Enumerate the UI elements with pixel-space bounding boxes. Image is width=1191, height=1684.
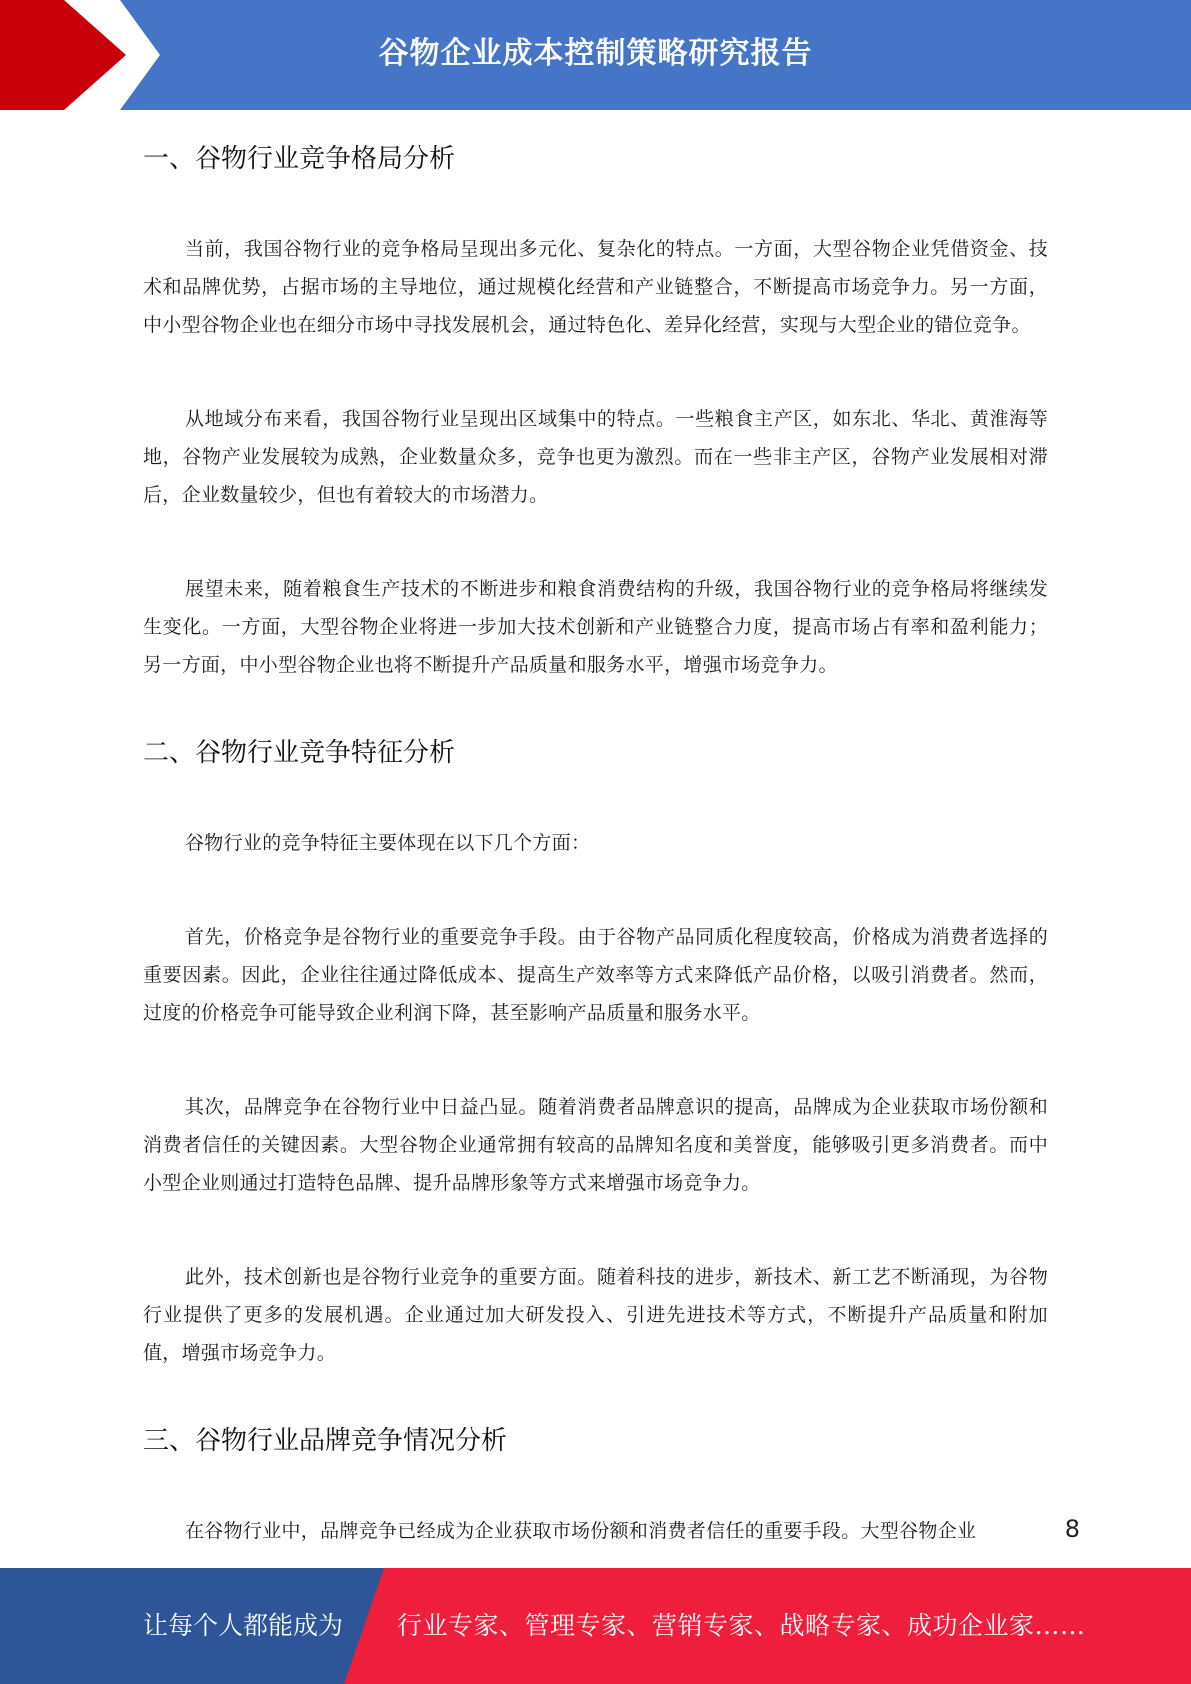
paragraph: 此外，技术创新也是谷物行业竞争的重要方面。随着科技的进步，新技术、新工艺不断涌现，为谷物行业提供了更多的发展机遇。企业通过加大研发投入、引进先进技术等方式，不断提升产品质量和附加值，增强市场竞争力。 — [143, 1266, 1048, 1364]
report-title: 谷物企业成本控制策略研究报告 — [378, 36, 813, 71]
paragraph: 在谷物行业中，品牌竞争已经成为企业获取市场份额和消费者信任的重要手段。大型谷物企业 — [185, 1520, 977, 1542]
header-bar — [0, 0, 1191, 110]
page-number: 8 — [1064, 1515, 1080, 1543]
footer-slogan-left: 让每个人都能成为 — [143, 1611, 344, 1640]
footer-banner — [0, 1568, 1191, 1684]
section-heading: 一、谷物行业竞争格局分析 — [143, 144, 456, 174]
paragraph: 展望未来，随着粮食生产技术的不断进步和粮食消费结构的升级，我国谷物行业的竞争格局将继续发生变化。一方面，大型谷物企业将进一步加大技术创新和产业链整合力度，提高市场占有率和盈利能力；另一方面，中小型谷物企业也将不断提升产品质量和服务水平，增强市场竞争力。 — [143, 578, 1048, 676]
footer-slogan-right: 行业专家、管理专家、营销专家、战略专家、成功企业家…… — [397, 1611, 1086, 1640]
section-heading: 三、谷物行业品牌竞争情况分析 — [143, 1426, 508, 1456]
paragraph: 当前，我国谷物行业的竞争格局呈现出多元化、复杂化的特点。一方面，大型谷物企业凭借资金、技术和品牌优势，占据市场的主导地位，通过规模化经营和产业链整合，不断提高市场竞争力。另一方面，中小型谷物企业也在细分市场中寻找发展机会，通过特色化、差异化经营，实现与大型企业的错位竞争。 — [143, 238, 1048, 336]
paragraph: 其次，品牌竞争在谷物行业中日益凸显。随着消费者品牌意识的提高，品牌成为企业获取市场份额和消费者信任的关键因素。大型谷物企业通常拥有较高的品牌知名度和美誉度，能够吸引更多消费者。而中小型企业则通过打造特色品牌、提升品牌形象等方式来增强市场竞争力。 — [143, 1096, 1048, 1194]
paragraph: 从地域分布来看，我国谷物行业呈现出区域集中的特点。一些粮食主产区，如东北、华北、黄淮海等地，谷物产业发展较为成熟，企业数量众多，竞争也更为激烈。而在一些非主产区，谷物产业发展相对滞后，企业数量较少，但也有着较大的市场潜力。 — [143, 408, 1048, 506]
document-body — [143, 120, 1048, 1550]
paragraph: 谷物行业的竞争特征主要体现在以下几个方面： — [185, 832, 591, 854]
section-heading: 二、谷物行业竞争特征分析 — [143, 738, 456, 768]
paragraph: 首先，价格竞争是谷物行业的重要竞争手段。由于谷物产品同质化程度较高，价格成为消费者选择的重要因素。因此，企业往往通过降低成本、提高生产效率等方式来降低产品价格，以吸引消费者。然而，过度的价格竞争可能导致企业利润下降，甚至影响产品质量和服务水平。 — [143, 926, 1048, 1024]
